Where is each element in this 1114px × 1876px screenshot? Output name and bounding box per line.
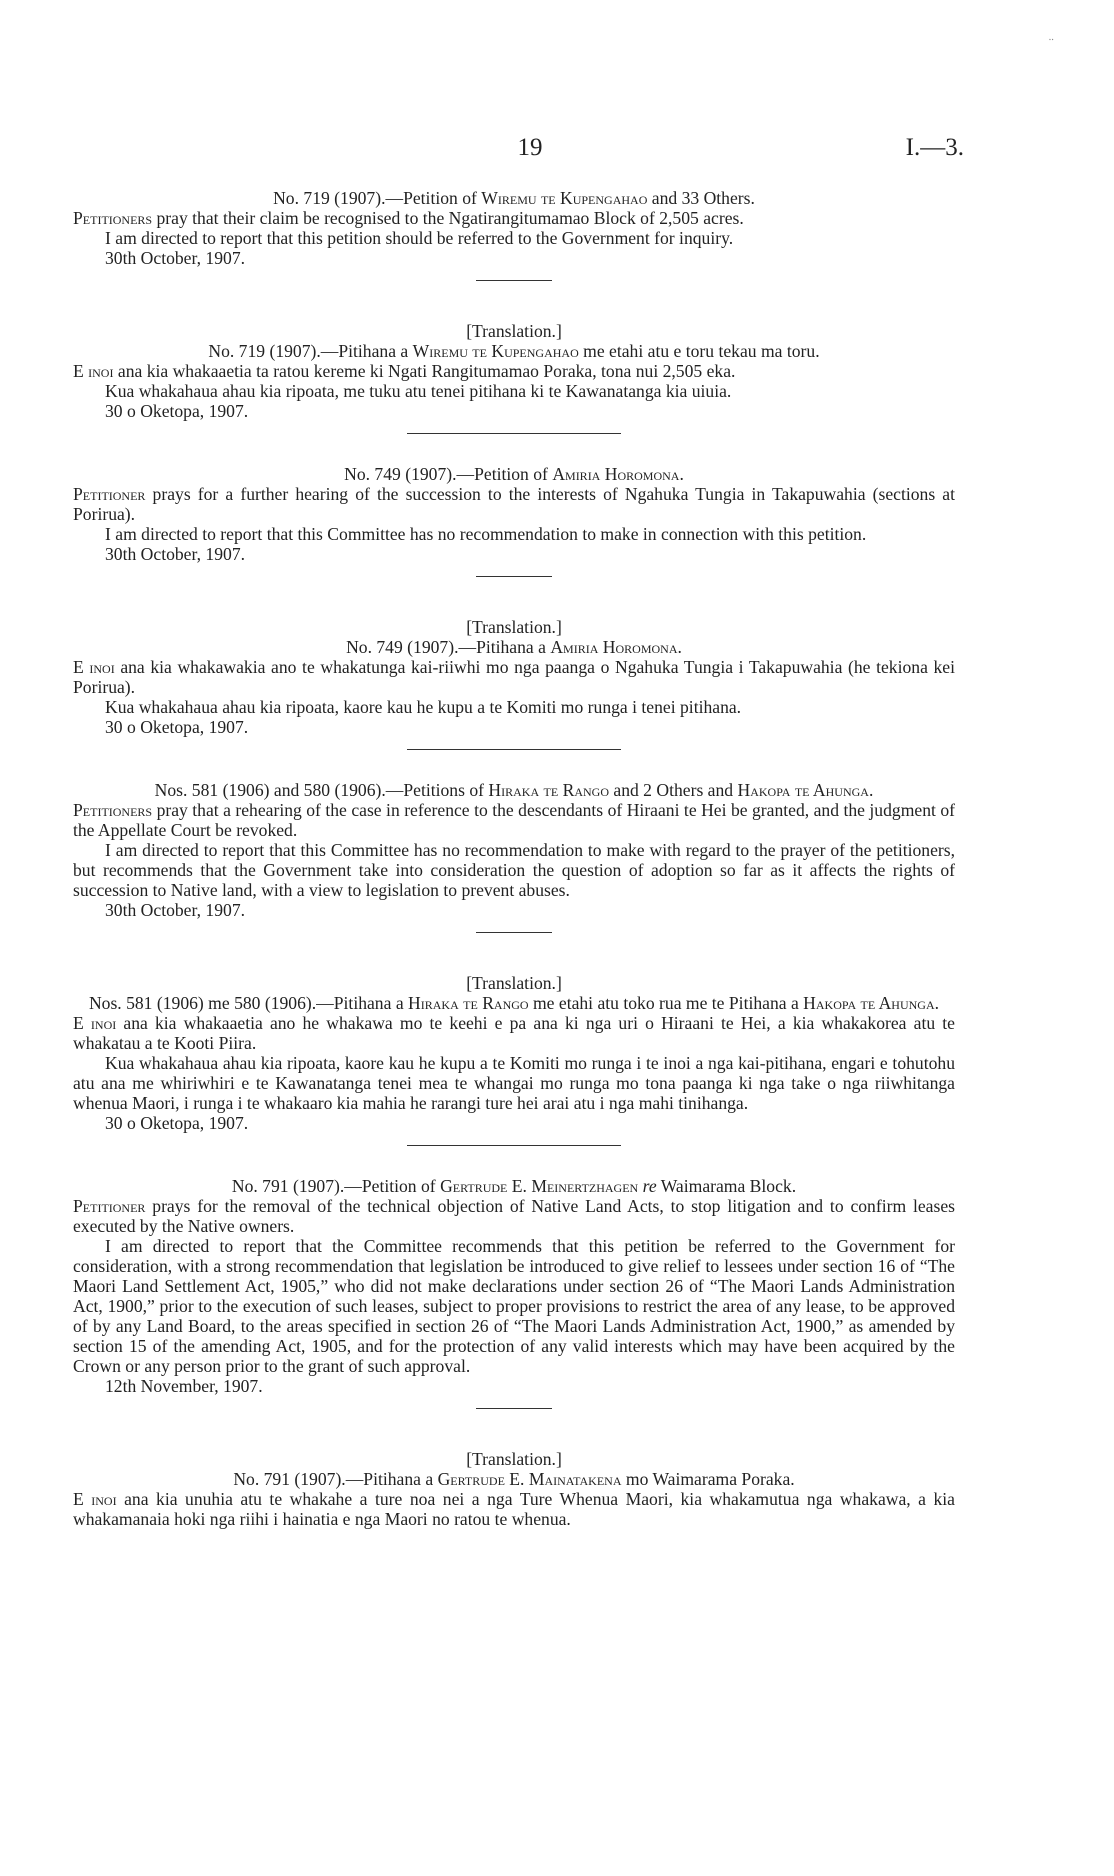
petition-section bbox=[73, 1176, 955, 1409]
paragraph-text: ana kia whakaaetia ano he whakawa mo te keehi e pa ana ki nga uri o Hiraani te Hei, a kia whakakorea atu te whakatau a te Kooti Piira. bbox=[73, 1013, 955, 1053]
report-date: 30 o Oketopa, 1907. bbox=[105, 717, 249, 737]
petition-heading bbox=[73, 1176, 955, 1196]
heading-text: . bbox=[679, 464, 684, 484]
heading-text: No. 719 (1907).—Pitihana a bbox=[208, 341, 413, 361]
report-paragraph bbox=[73, 228, 955, 248]
paragraph-lead: Petitioner bbox=[73, 1196, 146, 1216]
heading-text: . bbox=[868, 780, 874, 800]
report-paragraph bbox=[73, 1236, 955, 1376]
paragraph-text: prays for the removal of the technical objection of Native Land Acts, to stop litigation and to confirm leases executed by the Native owners. bbox=[73, 1196, 955, 1236]
page-number: 19 bbox=[517, 134, 543, 161]
paragraph-text: I am directed to report that the Committee recommends that this petition be referred to the Government for consideration, with a strong recommendation that legislation be introduced to give relief to lessees under section 16 of “The Maori Land Settlement Act, 1905,” who did not make declarations under section 26 of “The Maori Lands Administration Act, 1900,” prior to the execution of such leases, subject to proper provisions to restrict the area of any lease, to be approved of by any Land Board, to the areas specified in section 26 of “The Maori Lands Administration Act, 1900,” as amended by section 15 of the amending Act, 1905, and for the protection of any valid interests which may have been acquired by the Crown or any person prior to the grant of such approval. bbox=[73, 1236, 955, 1376]
report-date: 30 o Oketopa, 1907. bbox=[105, 401, 249, 421]
petition-heading bbox=[73, 1469, 955, 1489]
body-column bbox=[73, 188, 955, 1529]
petition-section bbox=[73, 464, 955, 577]
paragraph-text: pray that a rehearing of the case in reference to the descendants of Hiraani te Hei be granted, and the judgment of the Appellate Court be revoked. bbox=[73, 800, 955, 840]
petitioner-name: Hakopa te Ahunga bbox=[737, 780, 869, 800]
petitioner-name: Gertrude E. Mainatakena bbox=[437, 1469, 622, 1489]
paragraph-text: ana kia whakawakia ano te whakatunga kai-riiwhi mo nga paanga o Ngahuka Tungia i Takapuwahia (he tekiona kei Porirua). bbox=[73, 657, 955, 697]
paragraph-text: I am directed to report that this Committee has no recommendation to make in connection with this petition. bbox=[105, 524, 867, 544]
heading-text: me etahi atu e toru tekau ma toru. bbox=[578, 341, 820, 361]
translation-label: [Translation.] bbox=[466, 617, 562, 637]
heading-re: re bbox=[642, 1176, 657, 1196]
report-date: 30th October, 1907. bbox=[105, 248, 246, 268]
prayer-paragraph bbox=[73, 1489, 955, 1529]
report-date: 30 o Oketopa, 1907. bbox=[105, 1113, 249, 1133]
translation-section bbox=[73, 617, 955, 750]
heading-text: and 2 Others and bbox=[608, 780, 738, 800]
page-header bbox=[0, 134, 1114, 168]
paragraph-lead: E inoi bbox=[73, 1489, 117, 1509]
translation-section bbox=[73, 1449, 955, 1529]
petitioner-name: Amiria Horomona bbox=[552, 464, 680, 484]
petition-heading bbox=[73, 780, 955, 800]
translation-section bbox=[73, 973, 955, 1146]
heading-text: Waimarama Block. bbox=[656, 1176, 797, 1196]
paragraph-text: pray that their claim be recognised to the Ngatirangitumamao Block of 2,505 acres. bbox=[152, 208, 744, 228]
heading-text: . bbox=[934, 993, 940, 1013]
report-paragraph bbox=[73, 524, 955, 544]
heading-text: No. 749 (1907).—Pitihana a bbox=[346, 637, 551, 657]
petitioner-name: Hiraka te Rango bbox=[488, 780, 609, 800]
scan-mark: ⸱⸱ bbox=[1048, 35, 1054, 46]
heading-text: No. 719 (1907).—Petition of bbox=[273, 188, 482, 208]
paragraph-text: I am directed to report that this petition should be referred to the Government for inquiry. bbox=[105, 228, 734, 248]
prayer-paragraph bbox=[73, 1196, 955, 1236]
prayer-paragraph bbox=[73, 1013, 955, 1053]
paragraph-lead: E inoi bbox=[73, 657, 115, 677]
petitioner-name: Wiremu te Kupengahao bbox=[481, 188, 648, 208]
prayer-paragraph bbox=[73, 800, 955, 840]
paragraph-lead: Petitioners bbox=[73, 800, 153, 820]
translation-label: [Translation.] bbox=[466, 321, 562, 341]
report-date: 30th October, 1907. bbox=[105, 900, 246, 920]
translation-section bbox=[73, 321, 955, 434]
paragraph-text: ana kia whakaaetia ta ratou kereme ki Ngati Rangitumamao Poraka, tona nui 2,505 eka. bbox=[113, 361, 736, 381]
paragraph-lead: E inoi bbox=[73, 361, 114, 381]
paragraph-text: I am directed to report that this Committee has no recommendation to make with regard to the prayer of the petitioners, but recommends that the Government take into consideration the question of adoption so far as it affects the rights of succession to Native land, with a view to legislation to prevent abuses. bbox=[73, 840, 955, 900]
petitioner-name: Gertrude E. Meinertzhagen bbox=[440, 1176, 639, 1196]
petition-heading bbox=[73, 341, 955, 361]
heading-text: No. 791 (1907).—Petition of bbox=[231, 1176, 441, 1196]
petitioner-name: Amiria Horomona bbox=[550, 637, 678, 657]
prayer-paragraph bbox=[73, 208, 955, 228]
paragraph-lead: Petitioner bbox=[73, 484, 146, 504]
translation-label: [Translation.] bbox=[466, 973, 562, 993]
petitioner-name: Hakopa te Ahunga bbox=[803, 993, 935, 1013]
report-paragraph bbox=[73, 697, 955, 717]
heading-text: . bbox=[677, 637, 682, 657]
heading-text: No. 791 (1907).—Pitihana a bbox=[233, 1469, 438, 1489]
heading-text: mo Waimarama Poraka. bbox=[621, 1469, 795, 1489]
petitioner-name: Hiraka te Rango bbox=[408, 993, 529, 1013]
paragraph-text: ana kia unuhia atu te whakahe a ture noa nei a nga Ture Whenua Maori, kia whakamutua nga whakawa, a kia whakamanaia hoki nga riihi i hainatia e nga Maori no ratou te whenua. bbox=[73, 1489, 955, 1529]
petition-section bbox=[73, 780, 955, 933]
petition-section bbox=[73, 188, 955, 281]
translation-label: [Translation.] bbox=[466, 1449, 562, 1469]
heading-text: Nos. 581 (1906) me 580 (1906).—Pitihana a bbox=[88, 993, 409, 1013]
report-paragraph bbox=[73, 1053, 955, 1113]
report-paragraph bbox=[73, 840, 955, 900]
paragraph-text: prays for a further hearing of the succession to the interests of Ngahuka Tungia in Takapuwahia (sections at Porirua). bbox=[73, 484, 955, 524]
paragraph-text: Kua whakahaua ahau kia ripoata, kaore kau he kupu a te Komiti mo runga i tenei pitihana. bbox=[105, 697, 742, 717]
heading-text: me etahi atu toko rua me te Pitihana a bbox=[528, 993, 804, 1013]
paragraph-text: Kua whakahaua ahau kia ripoata, me tuku atu tenei pitihana ki te Kawanatanga kia uiuia. bbox=[105, 381, 732, 401]
prayer-paragraph bbox=[73, 484, 955, 524]
prayer-paragraph bbox=[73, 361, 955, 381]
prayer-paragraph bbox=[73, 657, 955, 697]
heading-text: and 33 Others. bbox=[647, 188, 755, 208]
heading-text: Nos. 581 (1906) and 580 (1906).—Petitions of bbox=[154, 780, 489, 800]
report-date: 30th October, 1907. bbox=[105, 544, 246, 564]
petition-heading bbox=[73, 188, 955, 208]
paragraph-lead: E inoi bbox=[73, 1013, 117, 1033]
series-code: I.—3. bbox=[905, 134, 964, 161]
report-paragraph bbox=[73, 381, 955, 401]
petition-heading bbox=[73, 464, 955, 484]
paragraph-lead: Petitioners bbox=[73, 208, 153, 228]
petition-heading bbox=[73, 637, 955, 657]
report-date: 12th November, 1907. bbox=[105, 1376, 263, 1396]
petition-heading bbox=[73, 993, 955, 1013]
petitioner-name: Wiremu te Kupengahao bbox=[412, 341, 579, 361]
paragraph-text: Kua whakahaua ahau kia ripoata, kaore kau he kupu a te Komiti mo runga i te inoi a nga kai-pitihana, engari e tohutohu atu ana me whiriwhiri e te Kawanatanga tenei mea te whangai mo runga mo tona paanga ki nga take o nga riiwhitanga whenua Maori, i runga i te whakaaro kia mahia he rarangi ture hei arai atu i nga mahi tinihanga. bbox=[73, 1053, 955, 1113]
heading-text: No. 749 (1907).—Petition of bbox=[344, 464, 553, 484]
